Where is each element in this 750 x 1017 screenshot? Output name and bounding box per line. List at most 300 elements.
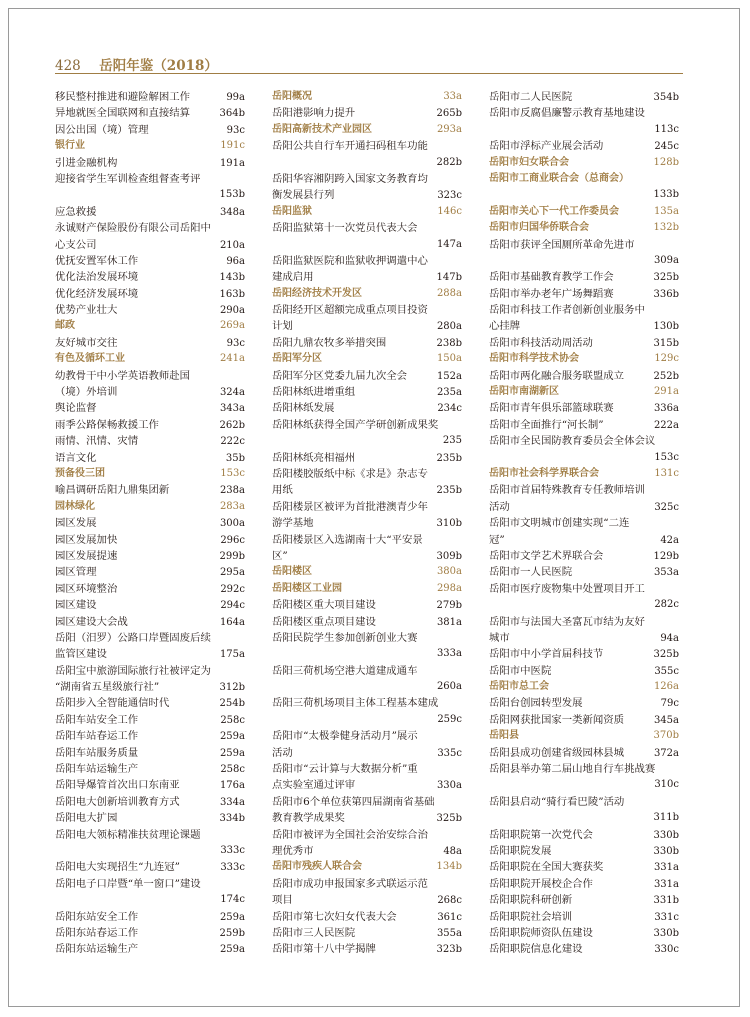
index-entry [272, 384, 462, 400]
entry-term: 岳阳市浮标产业展会活动 [489, 140, 604, 153]
entry-page-ref: 93c [226, 337, 245, 349]
entry-term: 衡发展县行列 [272, 189, 335, 202]
index-entry [489, 663, 679, 679]
entry-page-ref: 176a [219, 780, 245, 792]
entry-term: 岳阳港影响力提升 [272, 107, 356, 120]
entry-term: 岳阳楼区工业园 [272, 582, 342, 594]
entry-page-ref: 234c [437, 403, 462, 415]
entry-page-ref: 330c [654, 944, 679, 956]
index-entry [272, 335, 462, 351]
entry-page-ref: 175a [219, 649, 245, 661]
index-heading [489, 171, 679, 187]
entry-term: 优化法治发展环境 [55, 271, 139, 284]
entry-term: 岳阳职院在全国大赛获奖 [489, 861, 604, 874]
index-entry [489, 909, 679, 925]
entry-term: 园区建设 [55, 599, 97, 612]
entry-term: 园区发展 [55, 517, 97, 530]
entry-term: 优化经济发展环境 [55, 287, 139, 300]
entry-term: 岳阳高新技术产业园区 [272, 123, 372, 135]
index-entry [272, 368, 462, 384]
entry-term: 迎接省学生军训检查组督查考评 [55, 172, 201, 185]
index-entry [489, 499, 679, 515]
entry-page-ref: 330b [653, 845, 679, 857]
index-entry [489, 614, 679, 630]
entry-page-ref: 129c [654, 353, 679, 365]
index-entry [489, 368, 679, 384]
entry-term: 岳阳市文明城市创建实现“二连 [489, 517, 630, 530]
index-entry [272, 663, 462, 679]
index-entry [489, 646, 679, 662]
entry-term: 岳阳职院发展 [489, 844, 552, 857]
index-entry [272, 679, 462, 695]
entry-term: 岳阳车站运输生产 [55, 763, 139, 776]
entry-term: 岳阳市获评全国厕所革命先进市 [489, 238, 635, 251]
index-heading [489, 384, 679, 400]
entry-term: 岳阳市总工会 [489, 681, 549, 693]
entry-page-ref: 33a [443, 91, 462, 102]
index-entry [272, 777, 462, 793]
index-entry [55, 171, 245, 187]
entry-term: 岳阳电大扩园 [55, 812, 118, 825]
index-entry [55, 777, 245, 793]
index-entry [55, 253, 245, 269]
entry-page-ref: 147a [436, 238, 462, 250]
index-entry [55, 859, 245, 875]
index-entry [489, 925, 679, 941]
index-entry [489, 122, 679, 138]
index-entry [489, 843, 679, 859]
index-entry [55, 286, 245, 302]
index-entry [489, 761, 679, 777]
entry-term: 岳阳楼胶版纸中标《求是》杂志专 [272, 467, 428, 480]
index-entry [272, 302, 462, 318]
entry-term: 岳阳市南湖新区 [489, 386, 559, 398]
entry-term: 活动 [489, 500, 510, 513]
entry-page-ref: 333c [220, 844, 245, 856]
entry-page-ref: 282b [436, 156, 462, 168]
entry-page-ref: 361c [437, 911, 462, 923]
entry-page-ref: 370b [653, 730, 679, 742]
entry-page-ref: 93c [226, 124, 245, 136]
entry-term: 移民整村推进和避险解困工作 [55, 91, 191, 103]
index-entry [489, 597, 679, 613]
entry-term: （境）外培训 [55, 386, 118, 399]
entry-term: 永诚财产保险股份有限公司岳阳中 [55, 222, 211, 235]
index-entry [55, 400, 245, 416]
index-entry [55, 761, 245, 777]
index-entry [272, 433, 462, 449]
index-heading [272, 286, 462, 302]
index-heading [489, 679, 679, 695]
entry-page-ref: 174c [220, 894, 245, 906]
entry-page-ref: 259a [219, 944, 245, 956]
index-entry [489, 269, 679, 285]
index-entry [489, 187, 679, 203]
index-entry [489, 417, 679, 433]
index-entry [55, 204, 245, 220]
entry-page-ref: 325b [653, 649, 679, 661]
entry-term: 岳阳林纸获得全国产学研创新成果奖 [272, 418, 439, 431]
entry-page-ref: 353a [653, 567, 679, 579]
index-entry [55, 450, 245, 466]
index-entry [489, 138, 679, 154]
index-entry [272, 318, 462, 334]
entry-page-ref: 258c [220, 714, 245, 726]
entry-page-ref: 288a [436, 287, 462, 299]
index-entry [272, 253, 462, 269]
index-entry [272, 548, 462, 564]
entry-term: 项目 [272, 894, 293, 907]
entry-term: 岳阳车站服务质量 [55, 746, 139, 759]
entry-page-ref: 235b [436, 485, 462, 497]
entry-term: 岳阳楼区重点项目建设 [272, 615, 376, 628]
entry-page-ref: 191c [220, 140, 245, 152]
index-entry [489, 564, 679, 580]
entry-term: 岳阳市基础教育教学工作会 [489, 271, 614, 284]
entry-term: 岳阳市关心下一代工作委员会 [489, 205, 619, 217]
index-entry [489, 794, 679, 810]
entry-term: 因公出国（境）管理 [55, 123, 149, 136]
index-entry [489, 810, 679, 826]
index-heading [489, 204, 679, 220]
entry-term: 岳阳车站安全工作 [55, 713, 139, 726]
index-entry [272, 138, 462, 154]
entry-term: 岳阳市第十八中学揭牌 [272, 943, 376, 956]
entry-term: 岳阳概况 [272, 91, 312, 102]
entry-page-ref: 309a [653, 254, 679, 266]
entry-page-ref: 252b [653, 370, 679, 382]
index-entry [272, 105, 462, 121]
entry-page-ref: 283a [219, 500, 245, 512]
entry-term: 岳阳市科技活动周活动 [489, 336, 593, 349]
index-entry [55, 515, 245, 531]
entry-term: 岳阳市归国华侨联合会 [489, 222, 589, 234]
entry-page-ref: 210a [219, 239, 245, 251]
entry-term: 岳阳职院信息化建设 [489, 943, 583, 956]
index-entry [272, 515, 462, 531]
entry-term: 城市 [489, 631, 510, 644]
entry-term: 冠” [489, 533, 505, 546]
entry-term: 岳阳职院开展校企合作 [489, 877, 593, 890]
entry-page-ref: 113c [654, 123, 679, 135]
index-entry [55, 941, 245, 957]
index-entry [489, 532, 679, 548]
entry-term: 岳阳林纸进增重组 [272, 386, 356, 399]
entry-term: 岳阳公共自行车开通扫码租车功能 [272, 140, 428, 153]
index-heading [55, 318, 245, 334]
entry-term: 心支公司 [55, 238, 97, 251]
index-entry [55, 876, 245, 892]
index-entry [55, 187, 245, 203]
index-entry [55, 237, 245, 253]
index-entry [272, 712, 462, 728]
index-entry [55, 122, 245, 138]
entry-page-ref: 35b [225, 452, 245, 464]
index-entry [489, 515, 679, 531]
entry-page-ref: 238a [219, 485, 245, 497]
entry-page-ref: 291a [653, 386, 679, 398]
entry-term: 岳阳东站安全工作 [55, 910, 139, 923]
entry-term: 引进金融机构 [55, 156, 118, 169]
entry-term: 岳阳市三人民医院 [272, 926, 356, 939]
index-entry [55, 564, 245, 580]
entry-page-ref: 245c [654, 141, 679, 153]
index-column-1 [55, 89, 245, 958]
entry-term: 岳阳市科技工作者创新创业服务中 [489, 304, 645, 317]
entry-page-ref: 235a [436, 387, 462, 399]
entry-term: 岳阳华容湘阴跨入国家文务教育均 [272, 172, 428, 185]
entry-term: 岳阳电大实现招生“九连冠” [55, 861, 180, 874]
entry-page-ref: 131c [654, 467, 679, 479]
entry-page-ref: 128b [653, 156, 679, 168]
index-entry [55, 581, 245, 597]
entry-term: 岳阳步入全智能通信时代 [55, 697, 170, 710]
index-entry [489, 859, 679, 875]
entry-page-ref: 153c [654, 451, 679, 463]
index-entry [55, 745, 245, 761]
entry-page-ref: 364b [219, 108, 245, 120]
entry-term: 岳阳电子口岸暨“单一窗口”建设 [55, 877, 201, 890]
entry-term: 岳阳市举办老年广场舞蹈赛 [489, 287, 614, 300]
entry-page-ref: 259b [219, 927, 245, 939]
entry-page-ref: 315b [653, 337, 679, 349]
entry-page-ref: 312b [219, 682, 245, 694]
index-entry [272, 532, 462, 548]
index-entry [55, 155, 245, 171]
entry-term: 园区发展提速 [55, 549, 118, 562]
index-entry [55, 269, 245, 285]
entry-term: 岳阳三荷机场项目主体工程基本建成 [272, 697, 439, 710]
entry-term: 教育教学成果奖 [272, 812, 345, 825]
entry-page-ref: 280a [436, 321, 462, 333]
index-entry [489, 630, 679, 646]
index-entry [272, 466, 462, 482]
entry-term: 岳阳县 [489, 730, 519, 742]
index-entry [55, 614, 245, 630]
entry-term: 有色及循环工业 [55, 353, 125, 365]
index-entry [55, 728, 245, 744]
entry-term: 岳阳监狱医院和监狱收押调遣中心 [272, 254, 428, 267]
index-entry [272, 646, 462, 662]
entry-page-ref: 126a [653, 681, 679, 693]
entry-term: 岳阳市文学艺术界联合会 [489, 549, 604, 562]
entry-page-ref: 355c [654, 665, 679, 677]
index-entry [489, 941, 679, 957]
entry-page-ref: 134b [436, 861, 462, 873]
entry-page-ref: 279b [436, 600, 462, 612]
index-entry [55, 384, 245, 400]
index-heading [489, 351, 679, 367]
header-rule [55, 73, 683, 74]
index-heading [55, 138, 245, 154]
index-entry [489, 581, 679, 597]
entry-page-ref: 269a [219, 320, 245, 332]
index-heading [272, 204, 462, 220]
entry-term: 岳阳林纸亮相福州 [272, 451, 356, 464]
entry-term: 岳阳军分区 [272, 353, 322, 365]
index-heading [272, 351, 462, 367]
index-entry [489, 876, 679, 892]
entry-term: “湖南省五星级旅行社” [55, 681, 160, 694]
index-entry [272, 450, 462, 466]
index-entry [489, 450, 679, 466]
entry-term: 岳阳民院学生参加创新创业大赛 [272, 631, 418, 644]
entry-page-ref: 163b [219, 288, 245, 300]
index-entry [272, 187, 462, 203]
entry-term: 岳阳市成功申报国家多式联运示范 [272, 877, 428, 890]
index-entry [489, 712, 679, 728]
entry-term: 岳阳经开区超额完成重点项目投资 [272, 304, 428, 317]
entry-term: 优抚安置军休工作 [55, 254, 139, 267]
entry-page-ref: 259a [219, 731, 245, 743]
entry-term: 岳阳市中小学首届科技节 [489, 648, 604, 661]
entry-term: 岳阳市青年俱乐部篮球联赛 [489, 402, 614, 415]
index-entry [55, 794, 245, 810]
entry-term: 岳阳市“太极拳健身活动月”展示 [272, 730, 418, 743]
entry-page-ref: 348a [219, 206, 245, 218]
entry-term: 岳阳车站春运工作 [55, 730, 139, 743]
entry-page-ref: 343a [219, 403, 245, 415]
index-entry [55, 417, 245, 433]
entry-page-ref: 254b [219, 698, 245, 710]
index-entry [272, 892, 462, 908]
entry-page-ref: 331a [653, 862, 679, 874]
entry-term: 岳阳网获批国家一类新闻资质 [489, 713, 625, 726]
index-entry [55, 220, 245, 236]
entry-page-ref: 324a [219, 387, 245, 399]
entry-term: 岳阳市反腐倡廉警示教育基地建设 [489, 107, 645, 120]
entry-page-ref: 323c [437, 190, 462, 202]
index-entry [272, 761, 462, 777]
entry-term: 点实验室通过评审 [272, 779, 356, 792]
entry-page-ref: 345a [653, 714, 679, 726]
entry-page-ref: 295a [219, 567, 245, 579]
entry-page-ref: 325c [654, 501, 679, 513]
entry-term: 岳阳市社会科学界联合会 [489, 467, 599, 479]
entry-page-ref: 380a [436, 566, 462, 578]
entry-page-ref: 235b [436, 452, 462, 464]
index-entry [272, 810, 462, 826]
entry-page-ref: 241a [219, 353, 245, 365]
entry-page-ref: 333c [220, 862, 245, 874]
entry-term: 岳阳楼区 [272, 566, 312, 578]
index-entry [272, 155, 462, 171]
entry-page-ref: 94a [660, 632, 679, 644]
entry-term: 游学基地 [272, 517, 314, 530]
entry-term: 岳阳三荷机场空港大道建成通车 [272, 664, 418, 677]
entry-term: 岳阳市医疗废物集中处置项目开工 [489, 582, 645, 595]
index-entry [55, 646, 245, 662]
index-heading [272, 859, 462, 875]
book-title: 岳阳年鉴（2018） [99, 58, 218, 74]
entry-term: 岳阳市中医院 [489, 664, 552, 677]
entry-page-ref: 355a [436, 927, 462, 939]
index-entry [55, 302, 245, 318]
entry-page-ref: 153b [219, 189, 245, 201]
entry-term: 岳阳电大领标精准扶贫理论课题 [55, 828, 201, 841]
entry-term: 岳阳市工商业联合会（总商会） [489, 172, 629, 184]
entry-page-ref: 330a [436, 780, 462, 792]
entry-page-ref: 260a [436, 681, 462, 693]
entry-page-ref: 130b [653, 321, 679, 333]
entry-term: 岳阳台创园转型发展 [489, 697, 583, 710]
entry-page-ref: 325b [436, 813, 462, 825]
index-entry [55, 663, 245, 679]
entry-term: 岳阳市两化融合服务联盟成立 [489, 369, 625, 382]
entry-page-ref: 310c [654, 779, 679, 791]
entry-term: 岳阳（汨罗）公路口岸暨固废后续 [55, 631, 211, 644]
entry-term: 园林绿化 [55, 500, 95, 512]
entry-term: 岳阳县成功创建省级园林县城 [489, 746, 625, 759]
entry-term: 优势产业壮大 [55, 304, 118, 317]
index-entry [489, 695, 679, 711]
entry-page-ref: 282c [654, 599, 679, 611]
index-entry [55, 892, 245, 908]
entry-term: 园区建设大会战 [55, 615, 128, 628]
entry-term: 岳阳职院师资队伍建设 [489, 926, 593, 939]
entry-page-ref: 222c [220, 436, 245, 448]
entry-page-ref: 259a [219, 747, 245, 759]
entry-page-ref: 96a [226, 255, 245, 267]
entry-term: 银行业 [55, 140, 85, 152]
index-entry [272, 941, 462, 957]
index-entry [55, 433, 245, 449]
entry-term: 邮政 [55, 320, 75, 332]
entry-term: 岳阳九鼎农牧多举措突围 [272, 336, 387, 349]
index-entry [55, 630, 245, 646]
entry-page-ref: 381a [436, 616, 462, 628]
entry-term: 建成启用 [272, 271, 314, 284]
index-column-3 [489, 89, 679, 958]
entry-page-ref: 334a [219, 796, 245, 808]
entry-term: 岳阳楼区重大项目建设 [272, 599, 376, 612]
index-heading [272, 564, 462, 580]
entry-term: 岳阳林纸发展 [272, 402, 335, 415]
index-entry [55, 335, 245, 351]
entry-term: 岳阳市首届特殊教育专任教师培训 [489, 484, 645, 497]
entry-page-ref: 293a [436, 123, 462, 135]
entry-term: 理优秀市 [272, 844, 314, 857]
entry-page-ref: 323b [436, 944, 462, 956]
index-entry [272, 843, 462, 859]
entry-term: 心挂牌 [489, 320, 521, 333]
entry-term: 活动 [272, 746, 293, 759]
entry-term: 岳阳县举办第二届山地自行车挑战赛 [489, 763, 656, 776]
index-entry [489, 89, 679, 105]
entry-term: 异地就医全国联网和直接结算 [55, 107, 191, 120]
entry-page-ref: 334b [219, 813, 245, 825]
entry-term: 园区管理 [55, 566, 97, 579]
entry-term: 岳阳监狱第十一次党员代表大会 [272, 222, 418, 235]
index-entry [489, 400, 679, 416]
index-entry [55, 925, 245, 941]
entry-term: 岳阳市妇女联合会 [489, 156, 569, 168]
index-entry [272, 220, 462, 236]
index-entry [272, 171, 462, 187]
index-entry [272, 482, 462, 498]
index-entry [272, 237, 462, 253]
entry-term: 岳阳市科学技术协会 [489, 353, 579, 365]
entry-page-ref: 258c [220, 764, 245, 776]
entry-page-ref: 311b [653, 812, 679, 824]
index-entry [272, 417, 462, 433]
entry-term: 雨情、汛情、灾情 [55, 435, 139, 448]
index-entry [272, 745, 462, 761]
index-heading [55, 351, 245, 367]
index-entry [489, 237, 679, 253]
index-entry [489, 777, 679, 793]
index-heading [55, 499, 245, 515]
